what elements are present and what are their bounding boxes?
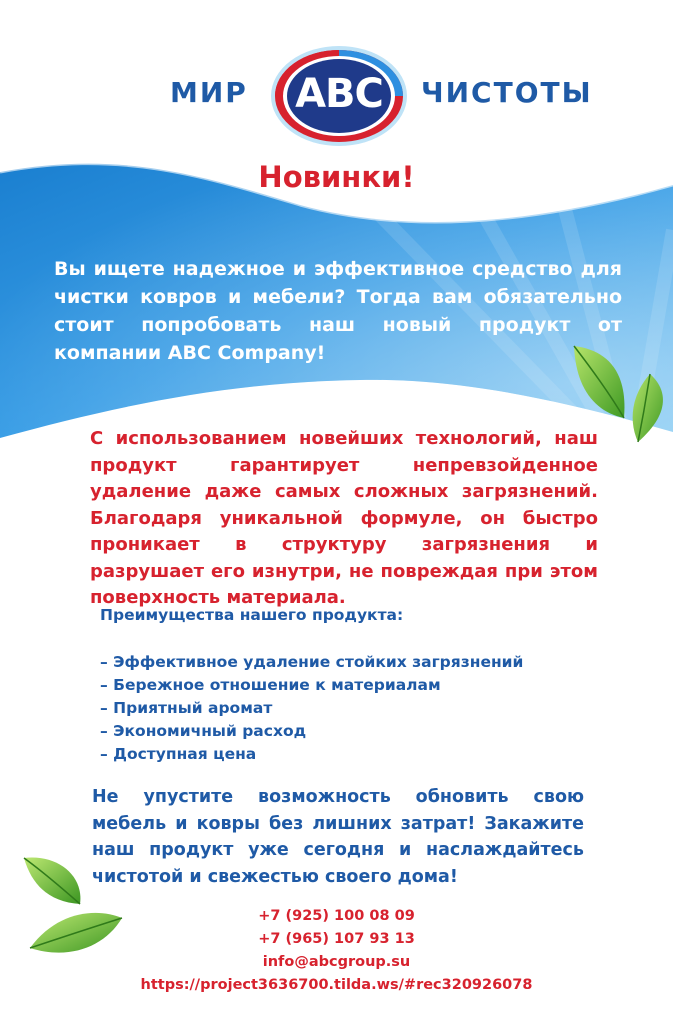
list-item: – Приятный аромат — [100, 699, 273, 717]
list-item: – Эффективное удаление стойких загрязнений — [100, 653, 524, 671]
list-item: – Бережное отношение к материалам — [100, 676, 441, 694]
advantages-title: Преимущества нашего продукта: — [100, 606, 404, 624]
advantages-list — [100, 651, 523, 766]
phone-2[interactable]: +7 (965) 107 93 13 — [258, 931, 415, 947]
page-title: Новинки! — [258, 160, 415, 194]
list-item: – Экономичный расход — [100, 722, 307, 740]
intro-paragraph: Вы ищете надежное и эффективное средство для чистки ковров и мебели? Тогда вам обязательно стоит попробовать наш новый продукт от компании ABC Company! — [54, 258, 622, 364]
closing-paragraph: Не упустите возможность обновить свою мебель и ковры без лишних затрат! Закажите наш продукт уже сегодня и наслаждайтесь чистотой и свежестью своего дома! — [92, 787, 584, 887]
header-word-right: ЧИСТОТЫ — [421, 76, 593, 109]
list-item: – Доступная цена — [100, 745, 257, 763]
phone-1[interactable]: +7 (925) 100 08 09 — [258, 908, 415, 924]
website-link[interactable]: https://project3636700.tilda.ws/#rec320926078 — [140, 977, 533, 993]
abc-logo — [270, 38, 408, 150]
logo-text: ABC — [295, 71, 383, 117]
features-paragraph: С использованием новейших технологий, наш продукт гарантирует непревзойденное удаление даже самых сложных загрязнений. Благодаря уникальной формуле, он быстро проникает в структуру загрязнения и разрушает его изнутри, не повреждая при этом поверхность материала. — [90, 428, 598, 608]
header-word-left: МИР — [170, 76, 248, 109]
email-link[interactable]: info@abcgroup.su — [262, 954, 411, 970]
contacts-block — [0, 905, 673, 997]
